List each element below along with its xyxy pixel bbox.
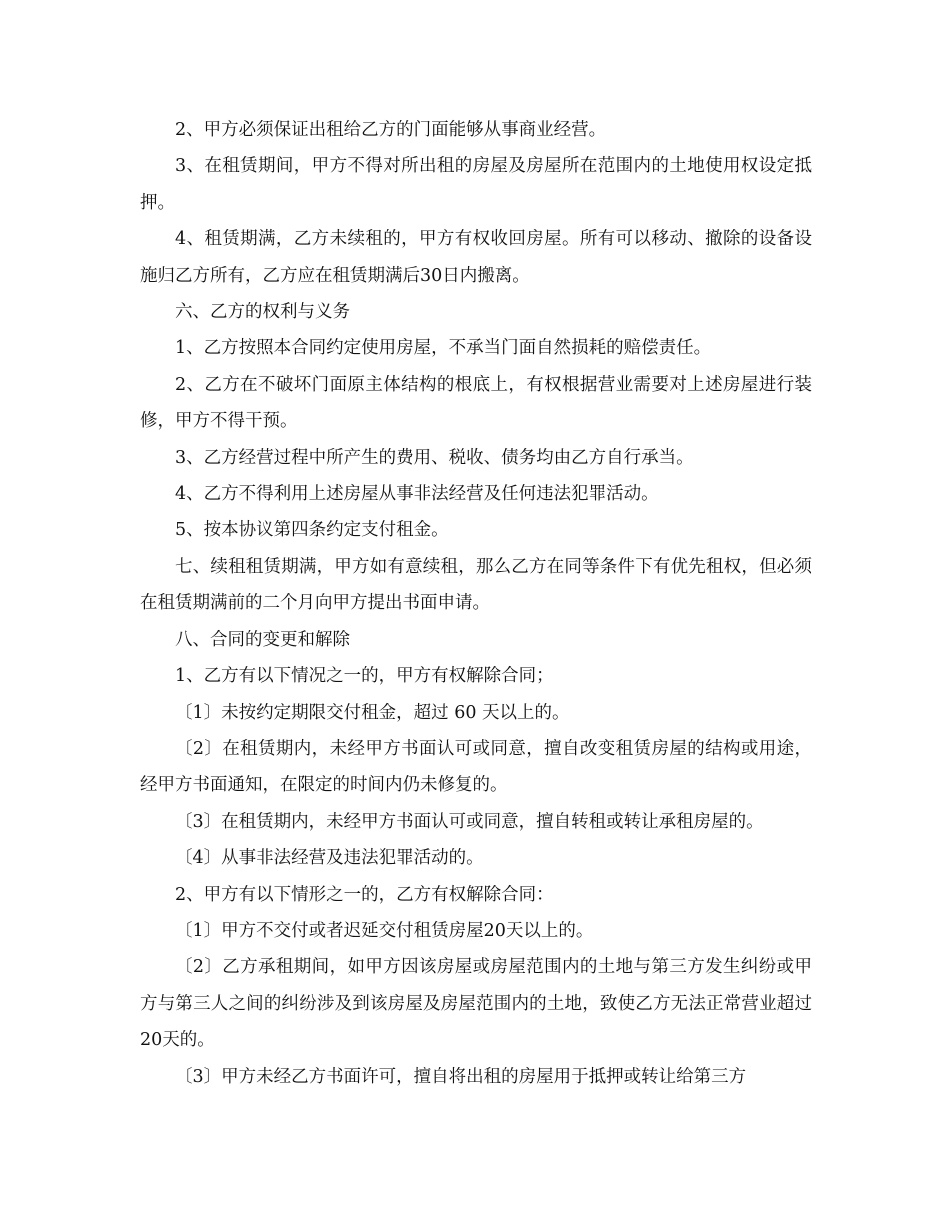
section-heading-6: 六、乙方的权利与义务	[175, 302, 350, 323]
section-7-renewal: 七、续租租赁期满，甲方如有意续租，那么乙方在同等条件下有优先租权，但必须在租赁期满前的二个月向甲方提出书面申请。	[140, 556, 812, 614]
clause-6-1: 1、乙方按照本合同约定使用房屋，不承当门面自然损耗的赔偿责任。	[175, 338, 712, 359]
clause-6-3: 3、乙方经营过程中所产生的费用、税收、债务均由乙方自行承当。	[175, 447, 694, 468]
clause-8-1-item-2: 〔2〕在租赁期内，未经甲方书面认可或同意，擅自改变租赁房屋的结构或用途，经甲方书面通知，在限定的时间内仍未修复的。	[140, 738, 812, 796]
clause-5-4: 4、租赁期满，乙方未续租的，甲方有权收回房屋。所有可以移动、撤除的设备设施归乙方所有，乙方应在租赁期满后30日内搬离。	[140, 229, 812, 286]
clause-6-2: 2、乙方在不破坏门面原主体结构的根底上，有权根据营业需要对上述房屋进行装修，甲方不得干预。	[140, 374, 812, 432]
clause-8-1-item-3: 〔3〕在租赁期内，未经甲方书面认可或同意，擅自转租或转让承租房屋的。	[175, 811, 764, 832]
section-heading-8: 八、合同的变更和解除	[175, 629, 350, 650]
clause-5-2: 2、甲方必须保证出租给乙方的门面能够从事商业经营。	[175, 120, 607, 140]
clause-6-4: 4、乙方不得利用上述房屋从事非法经营及任何违法犯罪活动。	[175, 484, 659, 505]
clause-5-3: 3、在租赁期间，甲方不得对所出租的房屋及房屋所在范围内的土地使用权设定抵押。	[140, 156, 812, 213]
clause-8-1-item-4: 〔4〕从事非法经营及违法犯罪活动的。	[175, 848, 484, 869]
clause-8-2-item-1: 〔1〕甲方不交付或者迟延交付租赁房屋20天以上的。	[175, 920, 594, 941]
clause-8-2: 2、甲方有以下情形之一的，乙方有权解除合同：	[175, 884, 554, 905]
document-body	[140, 112, 812, 1095]
clause-8-2-item-2: 〔2〕乙方承租期间，如甲方因该房屋或房屋范围内的土地与第三方发生纠纷或甲方与第三人之间的纠纷涉及到该房屋及房屋范围内的土地，致使乙方无法正常营业超过20天的。	[140, 957, 812, 1051]
clause-6-5: 5、按本协议第四条约定支付租金。	[175, 520, 449, 541]
clause-8-2-item-3: 〔3〕甲方未经乙方书面许可，擅自将出租的房屋用于抵押或转让给第三方	[175, 1066, 747, 1087]
clause-8-1-item-1: 〔1〕未按约定期限交付租金，超过 60 天以上的。	[175, 702, 570, 723]
clause-8-1: 1、乙方有以下情况之一的，甲方有权解除合同；	[175, 666, 554, 687]
